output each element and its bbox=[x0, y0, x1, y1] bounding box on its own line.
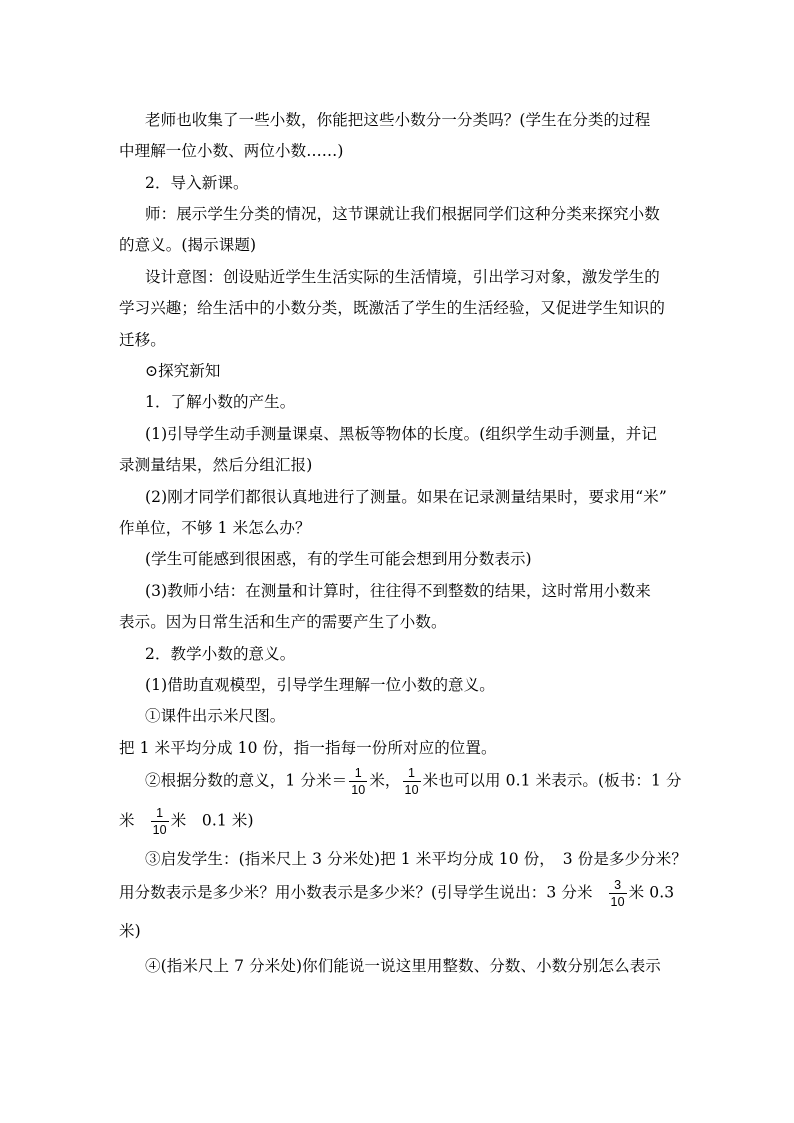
paragraph-line: ④(指米尺上 7 分米处)你们能说一说这里用整数、分数、小数分别怎么表示 bbox=[145, 957, 661, 975]
paragraph-line: 1．了解小数的产生。 bbox=[145, 393, 296, 411]
fraction-denominator: 10 bbox=[152, 823, 167, 837]
paragraph-line-with-fractions bbox=[145, 766, 682, 797]
paragraph-line: 迁移。 bbox=[119, 331, 166, 349]
paragraph-line: ③启发学生：(指米尺上 3 分米处)把 1 米平均分成 10 份， 3 份是多少分米？ bbox=[145, 850, 687, 868]
paragraph-line-with-fractions bbox=[119, 878, 674, 909]
fraction-numerator: 3 bbox=[614, 878, 622, 892]
fraction bbox=[609, 878, 627, 909]
fraction-denominator: 10 bbox=[351, 783, 366, 797]
fraction-numerator: 1 bbox=[354, 766, 362, 780]
paragraph-line: (1)借助直观模型，引导学生理解一位小数的意义。 bbox=[145, 676, 495, 694]
paragraph-line: 作单位，不够 1 米怎么办？ bbox=[119, 519, 311, 537]
text-segment: ②根据分数的意义，1 分米＝ bbox=[145, 771, 348, 790]
paragraph-line: 的意义。(揭示课题) bbox=[119, 236, 257, 254]
paragraph-line: ①课件出示米尺图。 bbox=[145, 707, 286, 725]
fraction bbox=[403, 766, 421, 797]
text-segment: 米 bbox=[119, 811, 135, 830]
text-segment: 米 0.3 bbox=[628, 883, 675, 902]
paragraph-line-with-fractions bbox=[119, 806, 254, 837]
paragraph-line: 米) bbox=[119, 922, 141, 940]
text-segment: 米也可以用 0.1 米表示。(板书：1 分 bbox=[422, 771, 682, 790]
section-heading: ⊙探究新知 bbox=[145, 362, 221, 380]
fraction-denominator: 10 bbox=[610, 895, 625, 909]
paragraph-line: 把 1 米平均分成 10 份，指一指每一份所对应的位置。 bbox=[119, 739, 497, 757]
fraction-numerator: 1 bbox=[408, 766, 416, 780]
text-segment: 用分数表示是多少米？用小数表示是多少米？(引导学生说出：3 分米 bbox=[119, 883, 593, 902]
paragraph-line: 设计意图：创设贴近学生生活实际的生活情境，引出学习对象，激发学生的 bbox=[145, 268, 660, 286]
paragraph-line: 录测量结果，然后分组汇报) bbox=[119, 456, 313, 474]
paragraph-line: (1)引导学生动手测量课桌、黑板等物体的长度。(组织学生动手测量，并记 bbox=[145, 425, 658, 443]
paragraph-line: 表示。因为日常生活和生产的需要产生了小数。 bbox=[119, 613, 447, 631]
paragraph-line: 学习兴趣；给生活中的小数分类，既激活了学生的生活经验，又促进学生知识的 bbox=[119, 299, 666, 317]
paragraph-line: 中理解一位小数、两位小数……) bbox=[119, 142, 344, 160]
paragraph-line: 老师也收集了一些小数，你能把这些小数分一分类吗？(学生在分类的过程 bbox=[145, 111, 651, 129]
fraction bbox=[151, 806, 169, 837]
fraction-denominator: 10 bbox=[404, 783, 419, 797]
paragraph-line: 师：展示学生分类的情况，这节课就让我们根据同学们这种分类来探究小数 bbox=[145, 205, 660, 223]
paragraph-line: 2．导入新课。 bbox=[145, 174, 249, 192]
fraction bbox=[349, 766, 367, 797]
paragraph-line: 2．教学小数的意义。 bbox=[145, 645, 296, 663]
paragraph-line: (学生可能感到很困惑，有的学生可能会想到用分数表示) bbox=[145, 550, 532, 568]
text-segment: 米 0.1 米) bbox=[170, 811, 254, 830]
paragraph-line: (2)刚才同学们都很认真地进行了测量。如果在记录测量结果时，要求用“米” bbox=[145, 488, 667, 506]
fraction-numerator: 1 bbox=[156, 806, 164, 820]
paragraph-line: (3)教师小结：在测量和计算时，往往得不到整数的结果，这时常用小数来 bbox=[145, 582, 651, 600]
text-segment: 米， bbox=[369, 771, 401, 790]
